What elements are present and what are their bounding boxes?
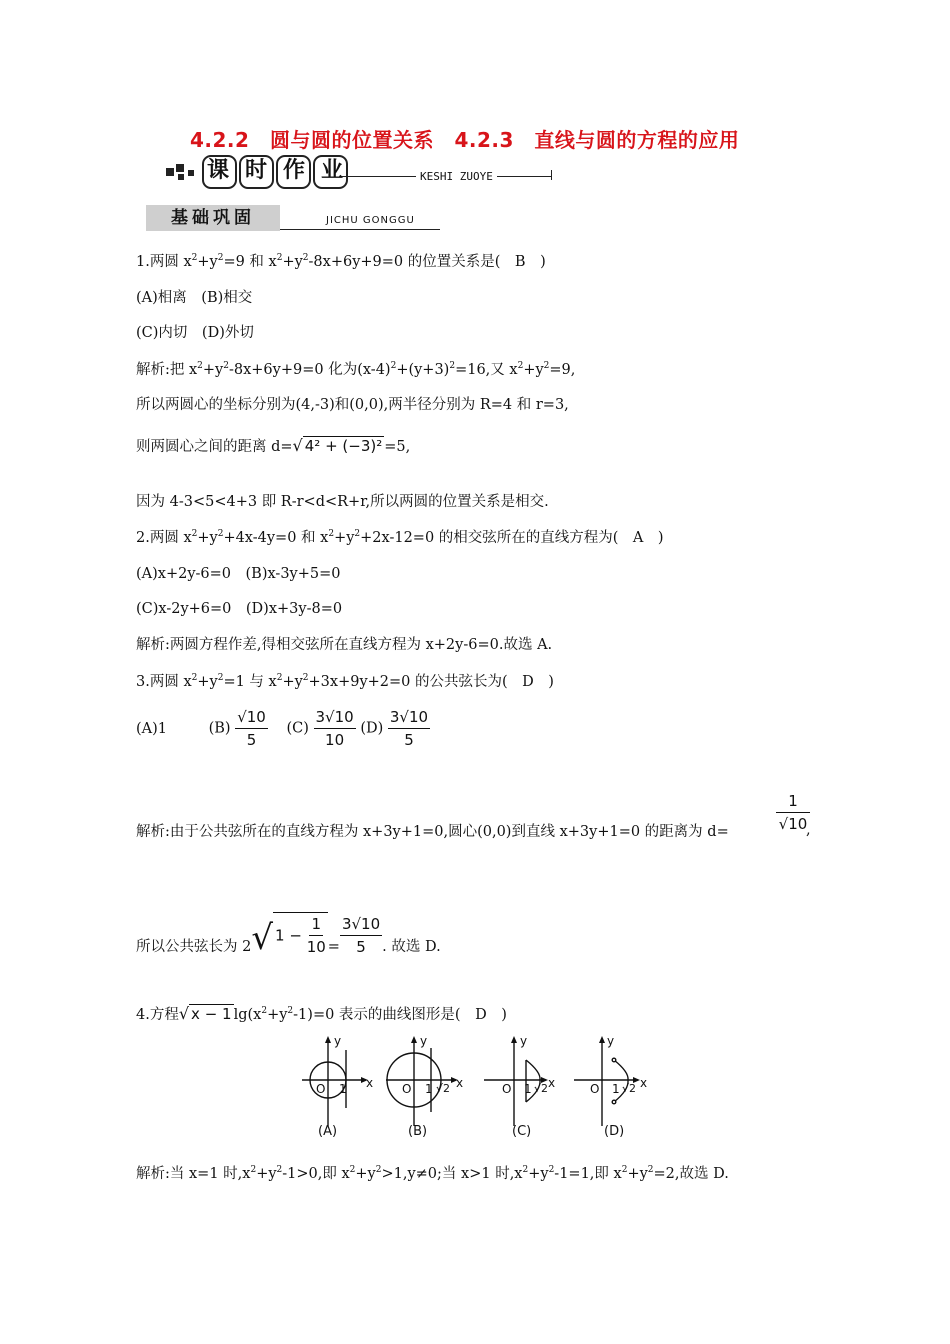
q3-solution-1-fraction: 1 √10 bbox=[776, 790, 810, 835]
q1-solution-4: 因为 4-3<5<4+3 即 R-r<d<R+r,所以两圆的位置关系是相交. bbox=[136, 494, 549, 510]
q4-stem: 4.方程√ x − 1 $\lg(x^2+y^2-1)=0$ 表示的曲线图形是( D ) bbox=[136, 1004, 507, 1023]
banner-text: 课时作业 bbox=[207, 158, 360, 183]
fig-d-origin: O bbox=[590, 1082, 600, 1096]
q1-stem: 1.两圆 $x^2+y^2=9$ 和 $x^2+y^2-8x+6y+9=0$ 的位置关系是( B ) bbox=[136, 253, 546, 270]
fig-c-origin: O bbox=[502, 1082, 512, 1096]
q1-radicand: 4² + (−3)² bbox=[304, 437, 383, 455]
fig-d-root2: √2 bbox=[622, 1082, 637, 1095]
q3-solution-1: 解析:由于公共弦所在的直线方程为 x+3y+1=0,圆心(0,0)到直线 x+3y+1=0 的距离为 d= bbox=[136, 824, 729, 840]
q1-solution-1: 解析:把 $x^2+y^2-8x+6y+9=0$ 化为$(x-4)^2+(y+3)^2=16$,又 $x^2+y^2=9$, bbox=[136, 361, 576, 378]
fig-caption-a: (A) bbox=[318, 1124, 338, 1139]
q2-options-ab: (A)x+2y-6=0 (B)x-3y+5=0 bbox=[136, 566, 341, 582]
fig-b-root2: √2 bbox=[436, 1082, 451, 1095]
fig-a-x: x bbox=[366, 1076, 374, 1090]
fig-d-y: y bbox=[607, 1034, 615, 1048]
section-pinyin: JICHU GONGGU bbox=[326, 215, 415, 226]
fig-c-y: y bbox=[520, 1034, 528, 1048]
fig-b-origin: O bbox=[402, 1082, 412, 1096]
figure-a bbox=[302, 1038, 366, 1126]
section-rule bbox=[280, 229, 440, 230]
banner-pinyin: KESHI ZUOYE bbox=[416, 170, 497, 183]
fig-a-y: y bbox=[334, 1034, 342, 1048]
fig-a-one: 1 bbox=[339, 1082, 347, 1096]
homework-banner bbox=[166, 154, 556, 190]
q1-solution-3: 则两圆心之间的距离 d=√ 4² + (−3)² =5, bbox=[136, 436, 411, 455]
q1-solution-2: 所以两圆心的坐标分别为(4,-3)和(0,0),两半径分别为 R=4 和 r=3, bbox=[136, 397, 569, 413]
q4-solution: 解析:当 x=1 时$,x^2+y^2-1>0$,即 $x^2+y^2>1,y\ne 0$;当 x>1 时$,x^2+y^2-1=1$,即 $x^2+y^2=2$,故选 D. bbox=[136, 1165, 729, 1182]
q3-chord-fraction: $\frac{3√10}{5}$ bbox=[341, 915, 381, 956]
q3-stem: 3.两圆 $x^2+y^2=1$ 与 $x^2+y^2+3x+9y+2=0$ 的公共弦长为( D ) bbox=[136, 673, 554, 690]
q2-solution: 解析:两圆方程作差,得相交弦所在直线方程为 x+2y-6=0.故选 A. bbox=[136, 637, 553, 653]
banner-end-mark bbox=[551, 170, 552, 180]
section-header bbox=[146, 205, 446, 235]
q2-stem: 2.两圆 $x^2+y^2+4x-4y=0$ 和 $x^2+y^2+2x-12=0$ 的相交弦所在的直线方程为( A ) bbox=[136, 529, 664, 546]
q2-options-cd: (C)x-2y+6=0 (D)x+3y-8=0 bbox=[136, 601, 343, 617]
fig-b-one: 1 bbox=[425, 1082, 433, 1096]
q3-option-c-fraction: $\frac{3√10}{10}$ bbox=[315, 708, 354, 749]
page-title: 4.2.2 圆与圆的位置关系 4.2.3 直线与圆的方程的应用 bbox=[190, 128, 740, 152]
section-title: 基础巩固 bbox=[146, 205, 280, 231]
fig-b-x: x bbox=[456, 1076, 464, 1090]
fig-b-y: y bbox=[420, 1034, 428, 1048]
q3-solution-2: 所以公共弦长为 2√ 1 − $\frac{1}{10}$ = $\frac{3√10}{5}$ . 故选 D. bbox=[136, 912, 441, 958]
fig-c-one: 1 bbox=[524, 1082, 532, 1096]
q3-options: (A)1 (B) $\frac{√10}{5}$ (C) $\frac{3√10}{10}$ (D) $\frac{3√10}{5}$ bbox=[136, 708, 429, 749]
fig-c-root2: √2 bbox=[534, 1082, 549, 1095]
q3-option-b-fraction: $\frac{√10}{5}$ bbox=[237, 708, 266, 749]
q1-options-ab: (A)相离 (B)相交 bbox=[136, 290, 253, 306]
fig-d-x: x bbox=[640, 1076, 648, 1090]
fig-d-one: 1 bbox=[612, 1082, 620, 1096]
q3-option-d-fraction: $\frac{3√10}{5}$ bbox=[389, 708, 429, 749]
q1-options-cd: (C)内切 (D)外切 bbox=[136, 325, 254, 341]
fig-caption-c: (C) bbox=[512, 1124, 532, 1139]
fig-caption-d: (D) bbox=[604, 1124, 625, 1139]
banner-deco-icon bbox=[166, 164, 196, 180]
fig-a-origin: O bbox=[316, 1082, 326, 1096]
fig-caption-b: (B) bbox=[408, 1124, 428, 1139]
q3-solution-1-end: , bbox=[806, 822, 811, 838]
fig-c-x: x bbox=[548, 1076, 556, 1090]
q4-figures bbox=[296, 1032, 656, 1147]
